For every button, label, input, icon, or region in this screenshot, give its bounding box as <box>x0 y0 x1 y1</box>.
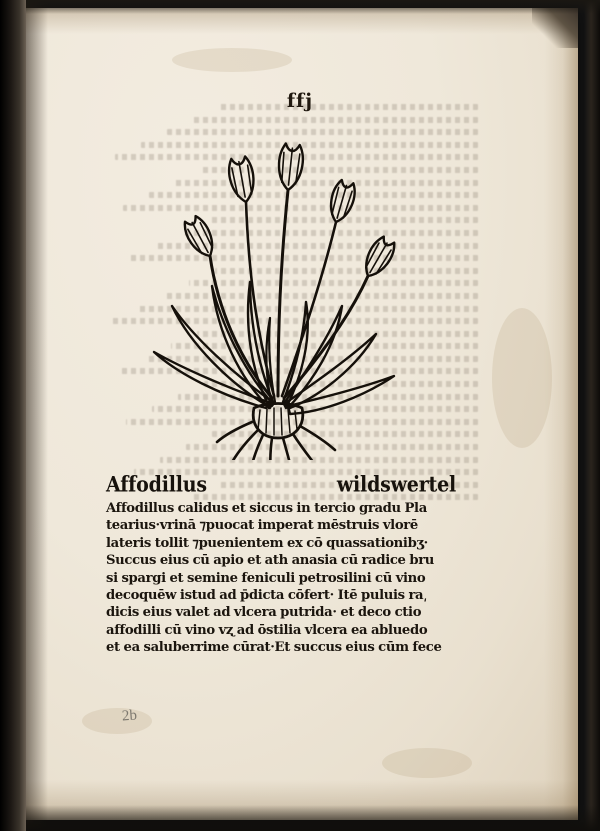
plant-name-latin: Affodillus <box>106 472 207 498</box>
body-text-line: tearius·vrinā ⁊puocat imperat mēstruis vlorē <box>106 518 418 534</box>
printed-content <box>22 8 578 820</box>
woodcut-plant-illustration <box>118 130 438 460</box>
folio-number: ffj <box>286 90 314 112</box>
body-text-line: Affodillus calidus et siccus in tercio gradu Pla <box>106 501 427 516</box>
body-text <box>106 500 456 657</box>
book-gutter <box>0 0 26 831</box>
body-text-line: Succus eius cū apio et ath anasia cū radice bru <box>106 553 435 569</box>
body-text-line: affodilli cū vino vʐ ad ōstilia vlcera ea abluedo <box>106 622 428 638</box>
body-text-line: decoquēw istud ad p̄dicta cōfert· Itē puluis ra͵ <box>106 588 427 604</box>
background-top <box>0 0 600 14</box>
pencil-annotation: 2b <box>121 707 138 725</box>
body-text-line: et ea saluberrime cūrat·Et succus eius cūm fece <box>106 640 442 656</box>
background-right <box>584 0 600 831</box>
paper-leaf <box>22 8 578 820</box>
body-text-line: dicis eius valet ad vlcera putrida· et deco ctio <box>106 605 422 621</box>
body-text-line: lateris tollit ⁊puenientem ex cō quassationibʒ· <box>106 535 428 551</box>
text-block <box>106 474 456 657</box>
plant-name-german: wildswertel <box>336 472 456 498</box>
plant-name-headline <box>106 474 456 496</box>
gutter-shadow <box>26 0 48 831</box>
body-text-line: si spargi et semine feniculi petrosilini cū vino <box>106 570 426 586</box>
background-bottom <box>0 805 600 831</box>
